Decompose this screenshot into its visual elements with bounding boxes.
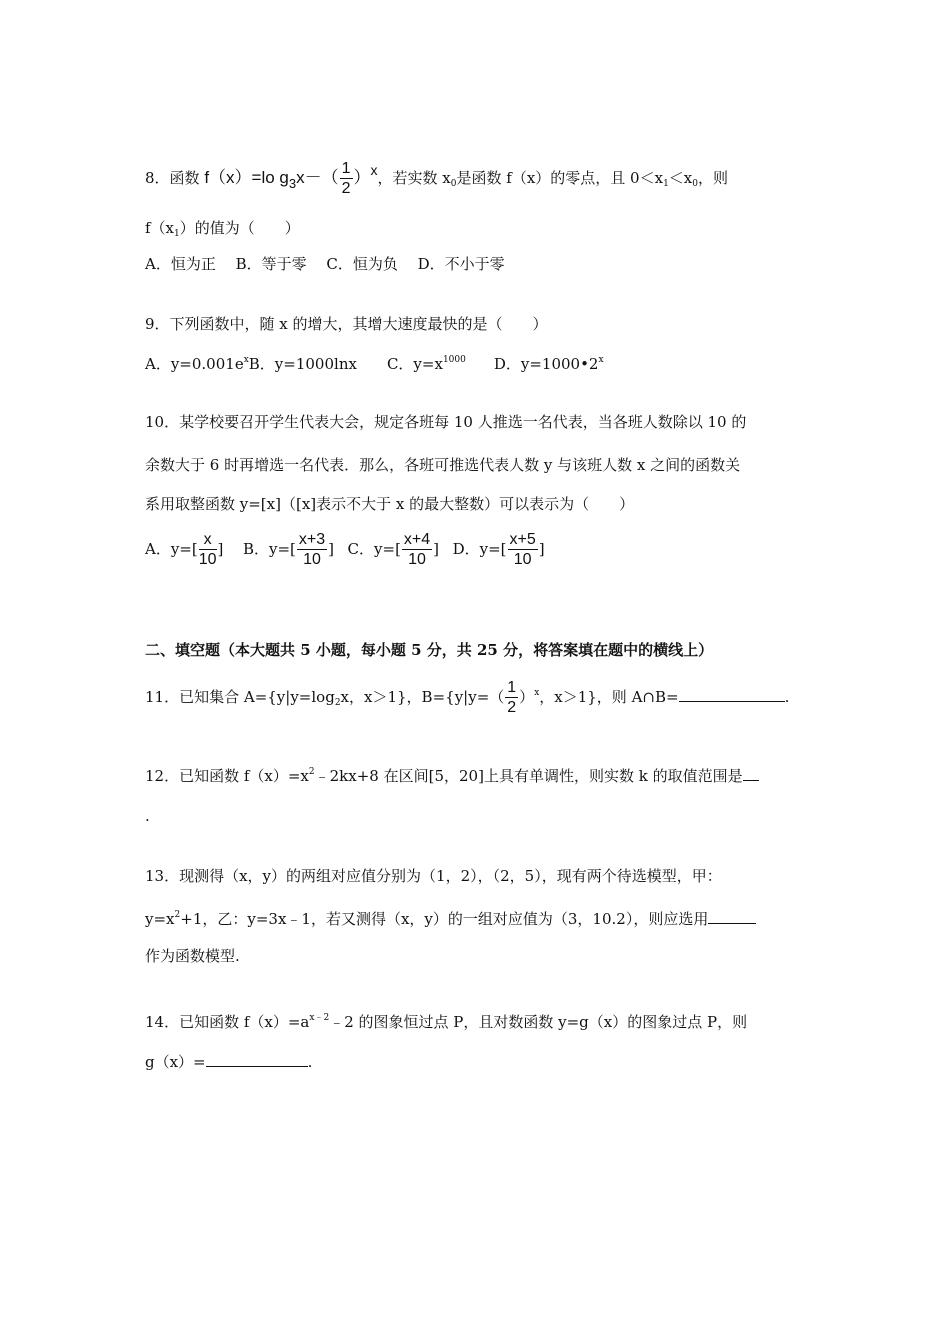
q8-line2a: f（x xyxy=(145,219,175,237)
q14-period: . xyxy=(307,1053,313,1071)
q11-part-b: x，x＞1}，B={y|y=（ xyxy=(340,688,505,706)
q9-stem: 9．下列函数中，随 x 的增大，其增大速度最快的是（ ） xyxy=(145,315,548,333)
q10-option-d-close: ] xyxy=(538,540,545,558)
q10-line1: 10．某学校要召开学生代表大会，规定各班每 10 人推选一名代表，当各班人数除以 10 的 xyxy=(145,413,747,431)
q11-period: . xyxy=(784,688,790,706)
q13-line1: 13．现测得（x，y）的两组对应值分别为（1，2），（2，5），现有两个待选模型，甲： xyxy=(145,867,722,885)
q10-option-d-frac xyxy=(508,532,538,568)
q8-log-base: 3 xyxy=(288,176,297,191)
q8-line1 xyxy=(145,160,728,197)
q13-line3: 作为函数模型. xyxy=(145,947,240,965)
q14-line2-text: g（x）= xyxy=(145,1053,206,1071)
q10-option-c-frac xyxy=(402,532,432,568)
q12-part-a: 12．已知函数 f（x）=x xyxy=(145,767,309,785)
q9-options xyxy=(145,350,604,374)
q10-option-a-frac xyxy=(199,532,217,568)
q9-option-d-sup: x xyxy=(598,355,604,365)
q8-close: ） xyxy=(353,168,371,187)
q10-option-c-close: ] xyxy=(433,540,440,558)
q10-option-b-frac xyxy=(297,532,327,568)
q8-fraction xyxy=(340,161,353,197)
q10-option-c xyxy=(347,531,440,568)
q9-option-b: B．y=1000lnx xyxy=(248,355,357,373)
q12-line1 xyxy=(145,762,759,786)
q10-option-d-den: 10 xyxy=(513,551,532,568)
q14-part-b: ﹣2 的图象恒过点 P，且对数函数 y=g（x）的图象过点 P，则 xyxy=(329,1013,748,1031)
q10-option-b-den: 10 xyxy=(303,551,321,568)
q9-option-d: D．y=1000•2 xyxy=(493,355,599,373)
q11-part-d: ，x＞1}，则 A∩B= xyxy=(539,688,679,706)
q14-sup: x﹣2 xyxy=(309,1013,330,1023)
q13-line2b: +1，乙：y=3x﹣1，若又测得（x，y）的一组对应值为（3，10.2），则应选用 xyxy=(180,910,709,928)
q13-line2 xyxy=(145,905,756,929)
q10-option-a-den: 10 xyxy=(198,551,217,568)
q14-part-a: 14．已知函数 f（x）=a xyxy=(145,1013,310,1031)
q11-part-c: ） xyxy=(519,688,535,706)
q11-sub: 2 xyxy=(334,698,341,708)
q11-part-a: 11．已知集合 A={y|y=log xyxy=(145,688,335,706)
q8-rest2: 是函数 f（x）的零点，且 0＜x xyxy=(456,169,664,187)
q12-line2: . xyxy=(145,807,150,825)
q11-sup: x xyxy=(534,688,540,698)
q10-option-b-num: x+3 xyxy=(298,531,326,548)
q11-frac-den: 2 xyxy=(507,699,517,716)
q9-option-a-sup: x xyxy=(243,355,249,365)
q10-option-a-label: A．y=[ xyxy=(145,540,198,558)
q10-options xyxy=(145,532,545,568)
q10-option-a xyxy=(145,531,224,568)
q10-option-b-label: B．y=[ xyxy=(242,540,296,558)
q8-number: 8．函数 xyxy=(145,169,200,187)
q8-exponent: x xyxy=(370,162,378,178)
section2-title: 二、填空题（本大题共 5 小题，每小题 5 分，共 25 分，将答案填在题中的横线上） xyxy=(145,641,714,659)
q9-option-c-sup: 1000 xyxy=(442,355,466,365)
q10-option-b-close: ] xyxy=(328,540,334,558)
q8-rest3: ＜x xyxy=(668,169,693,187)
q8-rest1: ，若实数 x xyxy=(377,169,451,187)
q8-tail: x－（ xyxy=(296,168,339,187)
q10-line2: 余数大于 6 时再增选一名代表．那么，各班可推选代表人数 y 与该班人数 x 之间的函数关 xyxy=(145,456,741,474)
q8-frac-den: 2 xyxy=(341,180,351,197)
q11-answer-blank[interactable] xyxy=(679,687,785,702)
q12-sup: 2 xyxy=(308,767,315,777)
q11-fraction xyxy=(505,680,518,716)
q14-line2 xyxy=(145,1052,312,1072)
q8-line2 xyxy=(145,218,300,244)
q10-option-d xyxy=(452,531,545,568)
q8-sub0: 0 xyxy=(450,179,457,189)
q10-option-d-label: D．y=[ xyxy=(452,540,507,558)
q10-option-c-num: x+4 xyxy=(403,531,431,548)
q13-line2-sup: 2 xyxy=(174,910,181,920)
q14-line1 xyxy=(145,1008,747,1032)
q8-options: A．恒为正 B．等于零 C．恒为负 D．不小于零 xyxy=(145,255,505,273)
q13-answer-blank[interactable] xyxy=(708,909,756,924)
q11-line xyxy=(145,680,789,716)
q8-rest4: ，则 xyxy=(698,169,729,187)
q14-answer-blank[interactable] xyxy=(206,1052,308,1067)
q10-line3: 系用取整函数 y=[x]（[x]表示不大于 x 的最大整数）可以表示为（ ） xyxy=(145,495,635,513)
q8-frac-num: 1 xyxy=(341,160,351,177)
q8-line2-sub: 1 xyxy=(174,229,180,239)
q8-func: f（x）=lo g xyxy=(204,168,289,187)
q10-option-d-num: x+5 xyxy=(509,531,536,548)
q8-sub1: 1 xyxy=(663,179,669,189)
q12-part-b: ﹣2kx+8 在区间[5，20]上具有单调性，则实数 k 的取值范围是 xyxy=(314,767,743,785)
q9-option-a: A．y=0.001e xyxy=(145,355,244,373)
q10-option-a-num: x xyxy=(199,532,217,550)
q13-line2a: y=x xyxy=(145,910,175,928)
q10-option-b xyxy=(242,531,334,568)
q11-frac-num: 1 xyxy=(507,679,517,696)
q8-sub2: 0 xyxy=(692,179,698,189)
q12-answer-blank[interactable] xyxy=(743,766,759,781)
q10-option-a-close: ] xyxy=(217,540,224,558)
q10-option-c-den: 10 xyxy=(408,551,426,568)
q8-line2b: ）的值为（ ） xyxy=(179,219,300,237)
q9-option-c: C．y=x xyxy=(386,355,443,373)
q10-option-c-label: C．y=[ xyxy=(347,540,401,558)
